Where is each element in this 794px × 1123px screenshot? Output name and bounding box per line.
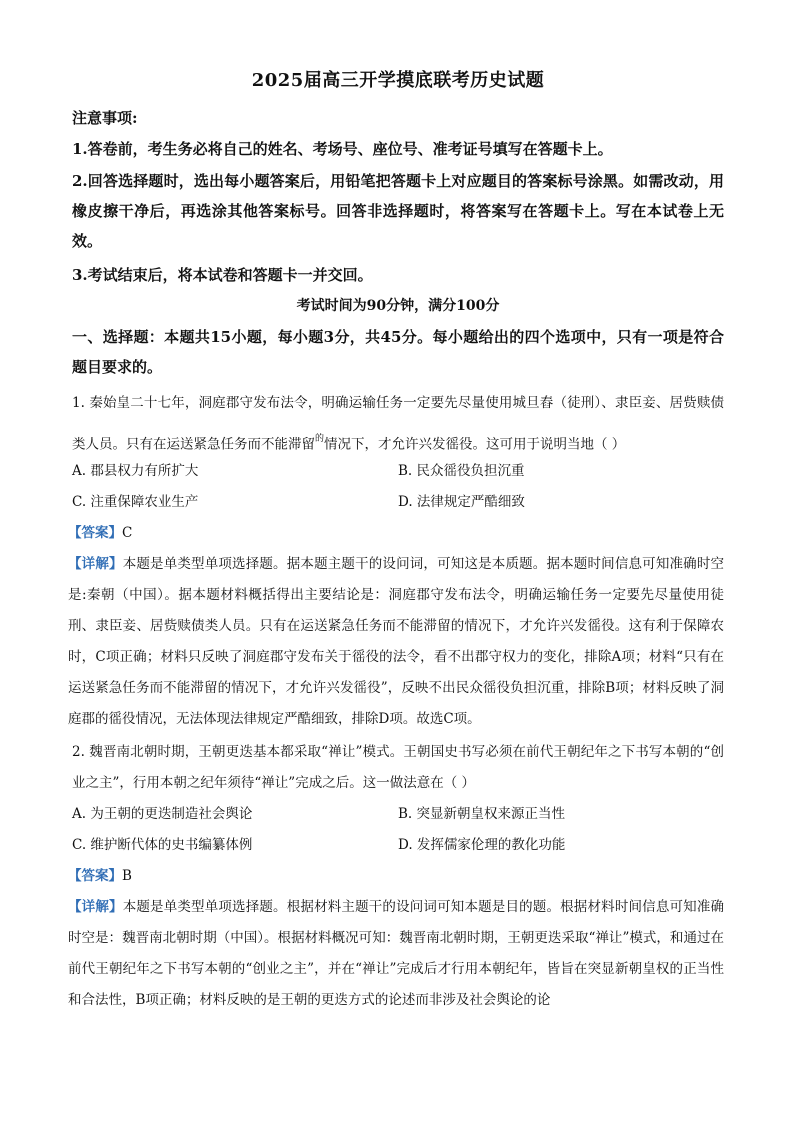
question-2-explanation <box>68 892 724 1016</box>
question-2-option-c: C. 维护断代体的史书编纂体例 <box>72 837 253 853</box>
question-1-option-b: B. 民众徭役负担沉重 <box>398 463 525 479</box>
question-1-stem <box>72 384 724 464</box>
section-heading: 一、选择题：本题共15小题，每小题3分，共45分。每小题给出的四个选项中，只有一项是符合题目要求的。 <box>72 328 724 376</box>
answer-label: 【答案】 <box>68 525 122 541</box>
question-1-stem-mark: 的 <box>315 434 325 444</box>
question-1-option-a: A. 郡县权力有所扩大 <box>72 463 199 479</box>
question-2-answer <box>68 861 132 892</box>
notice-item-3: 3.考试结束后，将本试卷和答题卡一并交回。 <box>72 266 373 284</box>
question-1-option-c: C. 注重保障农业生产 <box>72 494 199 510</box>
question-1-stem-part1: 1. 秦始皇二十七年，洞庭郡守发布法令，明确运输任务一定要先尽量使用城旦舂（徒刑）、隶臣妾、居赀赎债类人员。只有在运送紧急任务而不能滞留 <box>72 395 724 453</box>
notice-item-1: 1.答卷前，考生务必将自己的姓名、考场号、座位号、准考证号填写在答题卡上。 <box>72 140 613 158</box>
question-2-option-d: D. 发挥儒家伦理的教化功能 <box>398 837 566 853</box>
answer-label: 【答案】 <box>68 868 122 884</box>
question-2-option-a: A. 为王朝的更迭制造社会舆论 <box>72 806 253 822</box>
answer-value: B <box>122 868 132 884</box>
notice-heading: 注意事项: <box>72 109 138 127</box>
question-2-options <box>72 799 724 861</box>
explanation-label: 【详解】 <box>68 899 123 915</box>
explanation-text: 本题是单类型单项选择题。根据材料主题干的设问词可知本题是目的题。根据材料时间信息可知准确时空是：魏晋南北朝时期（中国）。根据材料概况可知：魏晋南北朝时期，王朝更迭采取“禅让”模式，和通过在前代王朝纪年之下书写本朝的“创业之主”，并在“禅让”完成后才行用本朝纪年，皆旨在突显新朝皇权的正当性和合法性，B项正确；材料反映的是王朝的更迭方式的论述而非涉及社会舆论的论 <box>68 899 725 1008</box>
question-1-option-d: D. 法律规定严酷细致 <box>398 494 525 510</box>
question-1-answer <box>68 518 132 549</box>
explanation-text: 本题是单类型单项选择题。据本题主题干的设问词，可知这是本质题。据本题时间信息可知准确时空是:秦朝（中国）。据本题材料概括得出主要结论是：洞庭郡守发布法令，明确运输任务一定要先尽量使用徒刑、隶臣妾、居赀赎债类人员。只有在运送紧急任务而不能滞留的情况下，才允许兴发徭役。这有利于保障农时，C项正确；材料只反映了洞庭郡守发布关于徭役的法令，看不出郡守权力的变化，排除A项；材料“只有在运送紧急任务而不能滞留的情况下，才允许兴发徭役”，反映不出民众徭役负担沉重，排除B项；材料反映了洞庭郡的徭役情况，无法体现法律规定严酷细致，排除D项。故选C项。 <box>68 556 725 727</box>
question-1-explanation <box>68 549 724 735</box>
explanation-label: 【详解】 <box>68 556 123 572</box>
exam-title: 2025届高三开学摸底联考历史试题 <box>251 70 545 91</box>
notice-item-2: 2.回答选择题时，选出每小题答案后，用铅笔把答题卡上对应题目的答案标号涂黑。如需改动，用橡皮擦干净后，再选涂其他答案标号。回答非选择题时，将答案写在答题卡上。写在本试卷上无效。 <box>72 172 724 250</box>
exam-info: 考试时间为90分钟，满分100分 <box>296 298 500 314</box>
question-2-stem: 2. 魏晋南北朝时期，王朝更迭基本都采取“禅让”模式。王朝国史书写必须在前代王朝纪年之下书写本朝的“创业之主”，行用本朝之纪年须待“禅让”完成之后。这一做法意在（ ） <box>72 744 724 791</box>
question-1-stem-part2: 情况下，才允许兴发徭役。这可用于说明当地（ ） <box>324 436 626 453</box>
answer-value: C <box>122 525 133 541</box>
question-2-option-b: B. 突显新朝皇权来源正当性 <box>398 806 566 822</box>
question-1-options <box>72 456 724 518</box>
